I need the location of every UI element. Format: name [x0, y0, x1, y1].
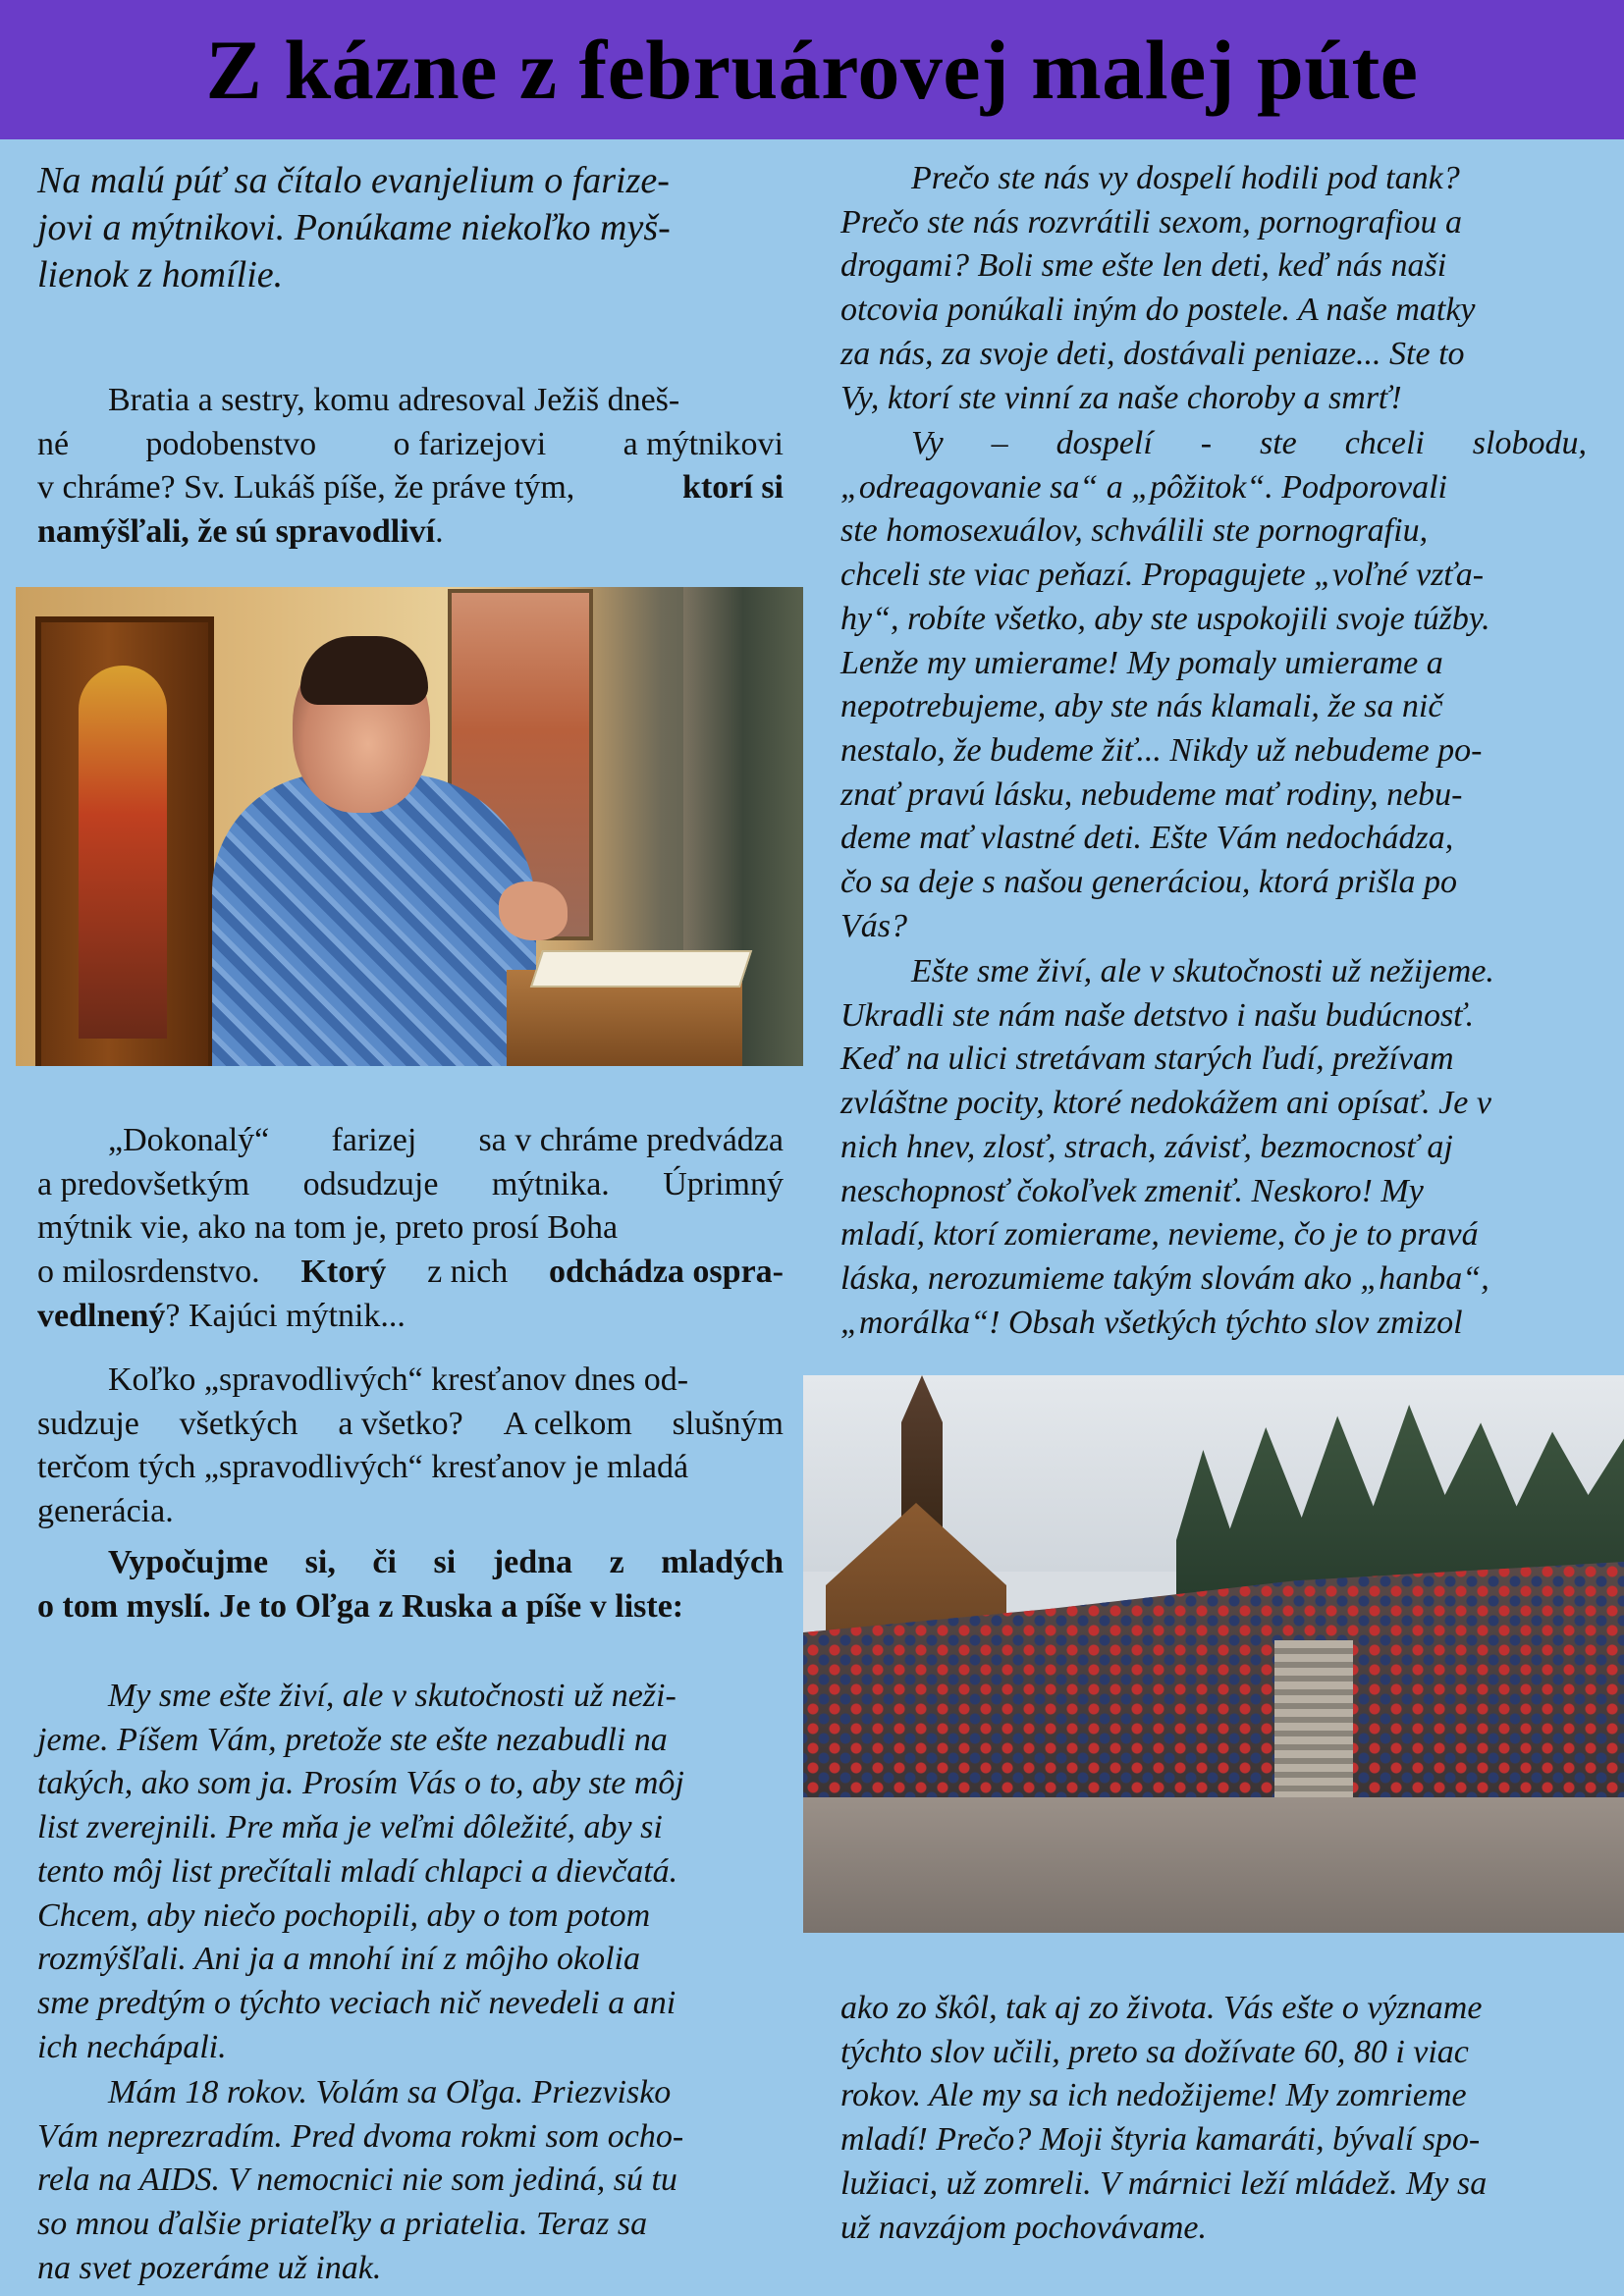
text-segment: -	[1200, 425, 1213, 461]
text-segment: z	[609, 1544, 624, 1580]
text-segment: jeme. Píšem Vám, pretože ste ešte nezabudli na	[37, 1721, 668, 1758]
text-line	[911, 422, 1587, 465]
text-segment: láska, nerozumieme takým slovám ako „hanba“,	[840, 1259, 1489, 1297]
text-segment: v chráme? Sv. Lukáš píše, že práve tým,	[37, 469, 583, 507]
text-segment: odchádza ospra-	[549, 1254, 784, 1291]
text-segment: terčom tých „spravodlivých“ kresťanov je mladá	[37, 1449, 689, 1486]
text-segment: Prečo ste nás vy dospelí hodili pod tank?	[911, 160, 1460, 196]
text-line	[37, 1490, 174, 1533]
text-segment: na svet pozeráme už inak.	[37, 2249, 382, 2286]
text-segment: ich nechápali.	[37, 2028, 227, 2065]
text-line	[840, 1082, 1491, 1125]
page-title: Z kázne z februárovej malej púte	[205, 23, 1419, 117]
text-segment: farizej	[331, 1122, 417, 1158]
text-line	[840, 509, 1428, 553]
text-line	[37, 510, 444, 554]
text-segment: drogami? Boli sme ešte len deti, keď nás naši	[840, 247, 1447, 285]
text-segment: vedlnený	[37, 1297, 166, 1334]
text-segment: jovi a mýtnikovi. Ponúkame niekoľko myš-	[37, 207, 671, 248]
text-line	[911, 950, 1494, 993]
text-segment: „odreagovanie sa“ a „pôžitok“. Podporovali	[840, 468, 1447, 506]
text-segment: Koľko „spravodlivých“ kresťanov dnes od-	[108, 1362, 689, 1398]
priest-photo	[16, 587, 803, 1066]
text-segment: o tom myslí. Je to Oľga z Ruska a píše v liste:	[37, 1587, 684, 1625]
text-line	[108, 1541, 784, 1584]
text-line	[840, 244, 1446, 288]
text-line	[37, 1403, 784, 1446]
text-line	[37, 1585, 683, 1629]
text-segment: Vám neprezradím. Pred dvoma rokmi som ocho-	[37, 2117, 684, 2155]
text-segment: Prečo ste nás rozvrátili sexom, pornografiou a	[840, 203, 1463, 240]
text-line	[840, 466, 1447, 509]
text-segment: deme mať vlastné deti. Ešte Vám nedochádza,	[840, 820, 1454, 857]
text-segment: mýtnika.	[491, 1165, 610, 1202]
text-line	[840, 2207, 1207, 2250]
text-segment: My sme ešte živí, ale v skutočnosti už neži-	[108, 1678, 677, 1714]
text-segment: zvláštne pocity, ktoré nedokážem ani opísať. Je v	[840, 1085, 1491, 1122]
text-segment: so mnou ďalšie priateľky a priatelia. Teraz sa	[37, 2206, 648, 2243]
text-segment: odsudzuje	[302, 1165, 439, 1202]
text-segment: mladí, ktorí zomierame, nevieme, čo je to pravá	[840, 1216, 1479, 1254]
text-segment: všetkých	[179, 1405, 298, 1442]
text-line	[37, 2026, 227, 2069]
text-segment: a všetko?	[338, 1405, 463, 1442]
text-line	[37, 157, 670, 204]
text-line	[840, 1257, 1489, 1301]
text-line	[840, 1170, 1424, 1213]
text-segment: už navzájom pochovávame.	[840, 2209, 1207, 2246]
text-segment: otcovia ponúkali iným do postele. A naše matky	[840, 292, 1476, 329]
text-line	[37, 1895, 650, 1938]
text-segment: či	[372, 1544, 397, 1580]
text-line	[37, 1163, 784, 1206]
text-segment: Na malú púť sa čítalo evanjelium o farize-	[37, 160, 670, 201]
text-line	[840, 2031, 1469, 2074]
text-segment: sudzuje	[37, 1405, 139, 1442]
text-segment: slušným	[672, 1405, 784, 1442]
text-segment: znať pravú lásku, nebudeme mať rodiny, nebu-	[840, 775, 1463, 813]
text-line	[108, 1359, 688, 1402]
text-line	[108, 2071, 671, 2114]
text-segment: nepotrebujeme, aby ste nás klamali, že sa nič	[840, 688, 1443, 725]
text-segment: mladí! Prečo? Moji štyria kamaráti, bývalí spo-	[840, 2121, 1481, 2159]
text-line	[840, 905, 907, 948]
text-line	[840, 333, 1465, 376]
text-segment: mýtnik vie, ako na tom je, preto prosí Boha	[37, 1209, 619, 1247]
text-line	[840, 2074, 1467, 2117]
text-line	[840, 1987, 1482, 2030]
text-segment: Keď na ulici stretávam starých ľudí, prežívam	[840, 1041, 1454, 1078]
text-segment: týchto slov učili, preto sa dožívate 60, 80 i viac	[840, 2033, 1469, 2070]
text-segment: za nás, za svoje deti, dostávali peniaze... Ste to	[840, 335, 1465, 372]
text-line	[840, 685, 1442, 728]
text-segment: takých, ako som ja. Prosím Vás o to, aby ste môj	[37, 1765, 684, 1802]
text-line	[911, 157, 1460, 200]
text-line	[37, 2159, 677, 2202]
text-line	[840, 1126, 1453, 1169]
text-segment: generácia.	[37, 1493, 174, 1530]
text-segment: z nich	[418, 1254, 516, 1291]
text-segment: rozmýšľali. Ani ja a mnohí iní z môjho okolia	[37, 1941, 640, 1978]
text-line	[840, 2163, 1487, 2206]
text-line	[840, 289, 1476, 332]
text-segment: Mám 18 rokov. Volám sa Oľga. Priezvisko	[108, 2074, 672, 2110]
text-segment: Bratia a sestry, komu adresoval Ježiš dneš-	[108, 382, 680, 418]
text-segment: list zverejnili. Pre mňa je veľmi dôležité, aby si	[37, 1809, 663, 1846]
text-segment: o farizejovi	[393, 425, 547, 462]
text-line	[37, 1850, 677, 1894]
text-segment: ? Kajúci mýtnik...	[165, 1297, 406, 1334]
text-line	[840, 642, 1443, 685]
text-segment: a mýtnikovi	[623, 425, 784, 462]
text-line	[37, 1206, 618, 1250]
text-segment: A celkom	[503, 1405, 632, 1442]
text-segment: ako zo škôl, tak aj zo života. Vás ešte o význame	[840, 1990, 1483, 2026]
page-header	[0, 0, 1624, 139]
text-segment: si	[433, 1544, 457, 1580]
text-line	[840, 377, 1402, 420]
text-segment: Úprimný	[663, 1165, 784, 1202]
text-segment: Vás?	[840, 907, 907, 944]
text-line	[37, 2247, 381, 2290]
text-segment: ktorí si	[682, 469, 784, 507]
text-line	[840, 598, 1490, 641]
text-segment: sme predtým o týchto veciach nič nevedeli a ani	[37, 1984, 677, 2021]
text-segment: tento môj list prečítali mladí chlapci a dievčatá.	[37, 1852, 678, 1890]
text-segment: Ktorý	[300, 1254, 387, 1291]
text-line	[840, 774, 1462, 817]
text-line	[840, 729, 1483, 773]
text-line	[37, 1982, 676, 2025]
text-line	[37, 1719, 668, 1762]
text-line	[840, 554, 1484, 597]
text-line	[108, 379, 679, 422]
text-line	[37, 251, 283, 298]
text-line	[840, 1038, 1454, 1081]
text-segment: jedna	[492, 1544, 573, 1580]
text-segment: Vypočujme	[108, 1544, 269, 1580]
text-segment: „morálka“! Obsah všetkých týchto slov zmizol	[840, 1304, 1463, 1341]
text-segment: si,	[304, 1544, 336, 1580]
text-segment: sa v chráme predvádza	[478, 1122, 784, 1158]
text-segment: a predovšetkým	[37, 1165, 250, 1202]
text-line	[37, 1446, 688, 1489]
text-segment: rokov. Ale my sa ich nedožijeme! My zomrieme	[840, 2077, 1467, 2114]
text-segment: nich hnev, zlosť, strach, závisť, bezmocnosť aj	[840, 1128, 1453, 1165]
text-line	[840, 994, 1474, 1038]
text-segment: ste homosexuálov, schválili ste pornografiu,	[840, 512, 1429, 550]
text-segment: namýšľali, že sú spravodliví	[37, 513, 436, 551]
text-segment: podobenstvo	[145, 425, 317, 462]
text-line	[37, 466, 784, 509]
text-segment: nestalo, že budeme žiť... Nikdy už nebudeme po-	[840, 731, 1483, 769]
text-line	[37, 1295, 406, 1338]
text-segment: .	[435, 513, 444, 551]
text-line	[108, 1675, 677, 1718]
text-line	[37, 1251, 784, 1294]
text-line	[840, 817, 1453, 860]
text-line	[37, 1938, 640, 1981]
text-line	[108, 1119, 784, 1162]
text-segment: dospelí	[1056, 425, 1153, 461]
text-segment: chceli	[1344, 425, 1425, 461]
text-line	[840, 201, 1462, 244]
text-line	[37, 1806, 663, 1849]
text-segment: mladých	[661, 1544, 784, 1580]
text-segment: Chcem, aby niečo pochopili, aby o tom potom	[37, 1896, 651, 1934]
text-line	[840, 861, 1457, 904]
text-segment: lužiaci, už zomreli. V márnici leží mládež. My sa	[840, 2164, 1488, 2202]
text-segment: né	[37, 425, 70, 462]
text-line	[840, 1213, 1479, 1256]
text-line	[37, 2115, 683, 2159]
text-segment: –	[991, 425, 1008, 461]
text-segment: slobodu,	[1472, 425, 1587, 461]
text-segment: Ešte sme živí, ale v skutočnosti už nežijeme.	[911, 953, 1494, 989]
text-segment: lienok z homílie.	[37, 254, 284, 295]
text-segment: Vy, ktorí ste vinní za naše choroby a smrť!	[840, 379, 1402, 416]
text-segment: čo sa deje s našou generáciou, ktorá prišla po	[840, 864, 1457, 900]
pilgrimage-crowd-photo	[803, 1375, 1624, 1933]
text-segment: rela na AIDS. V nemocnici nie som jediná, sú tu	[37, 2162, 677, 2199]
text-segment: Ukradli ste nám naše detstvo i našu budúcnosť.	[840, 996, 1475, 1034]
text-line	[37, 1762, 684, 1805]
text-line	[37, 423, 784, 466]
text-segment: o milosrdenstvo.	[37, 1254, 269, 1291]
text-line	[37, 2203, 647, 2246]
text-line	[840, 2118, 1480, 2162]
text-line	[37, 204, 671, 251]
text-segment: „Dokonalý“	[108, 1122, 270, 1158]
text-segment: Lenže my umierame! My pomaly umierame a	[840, 644, 1443, 681]
text-segment: chceli ste viac peňazí. Propagujete „voľné vzťa-	[840, 557, 1485, 594]
text-segment: hy“, robíte všetko, aby ste uspokojili svoje túžby.	[840, 600, 1490, 637]
text-line	[840, 1302, 1463, 1345]
text-segment: neschopnosť čokoľvek zmeniť. Neskoro! My	[840, 1172, 1424, 1209]
text-segment: ste	[1259, 425, 1297, 461]
text-segment: Vy	[911, 425, 944, 461]
